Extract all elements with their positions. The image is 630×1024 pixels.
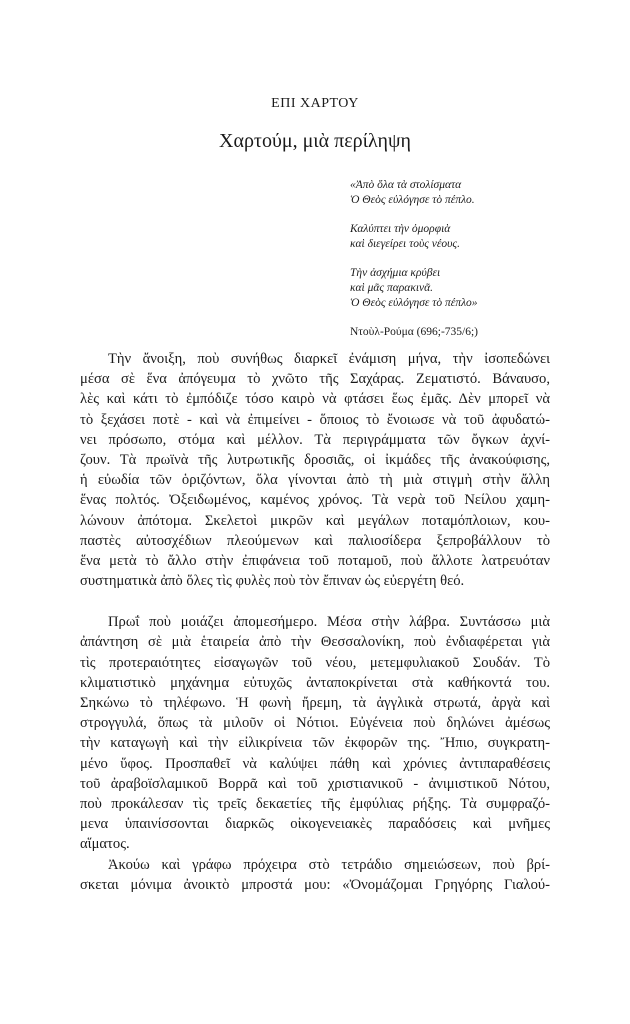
text-line: μένο ὕφος. Προσπαθεῖ νὰ καλύψει πάθη καὶ χρόνιες ἀντιπαραθέσεις bbox=[80, 755, 550, 772]
text-line: τὸ ξεχάσει ποτὲ - καὶ νὰ ἐπιμείνει - ὅποιος τὸ ἔνοιωσε νὰ τοῦ ἀφυδατώ- bbox=[80, 411, 550, 428]
text-line: μέσα σὲ ἕνα ἀπόγευμα τὸ χνῶτο τῆς Σαχάρας. Ζεματιστό. Βάναυσο, bbox=[80, 371, 550, 388]
text-line: ἡ εὐωδία τῶν ὁριζόντων, ὅλα γίνονται ἀπὸ τὴ μιὰ στιγμὴ στὴν ἄλλη bbox=[80, 472, 550, 489]
section-title: ΕΠΙ ΧΑΡΤΟΥ bbox=[271, 96, 359, 111]
epigraph-stanza bbox=[350, 222, 590, 252]
epigraph bbox=[350, 178, 590, 340]
epigraph-line: καὶ μᾶς παρακινᾶ. bbox=[350, 282, 434, 294]
text-line: παστὲς αὐτοσχέδιων πλεούμενων καὶ παλιοσίδερα ξεπροβάλλουν τὸ bbox=[80, 532, 550, 549]
text-line: αἵματος. bbox=[80, 836, 130, 853]
epigraph-line: Τὴν ἀσχήμια κρύβει bbox=[350, 267, 441, 279]
text-line: νει πρόσωπο, στόμα καὶ μέλλον. Τὰ περιγράμματα τῶν ὄγκων ἀχνί- bbox=[80, 431, 550, 448]
epigraph-source: Ντοὺλ-Ρούμα (696;-735/6;) bbox=[350, 326, 479, 338]
paragraph-2 bbox=[80, 612, 550, 854]
epigraph-line: «Ἀπὸ ὅλα τὰ στολίσματα bbox=[350, 179, 462, 191]
epigraph-line: Καλύπτει τὴν ὀμορφιὰ bbox=[350, 223, 451, 235]
text-line: ζουν. Τὰ πρωϊνὰ τῆς λυτρωτικῆς δροσιᾶς, οἱ ἰκμάδες τῆς ἀνακούφισης, bbox=[80, 451, 550, 468]
text-line: Ἀκούω καὶ γράφω πρόχειρα στὸ τετράδιο σημειώσεων, ποὺ βρί- bbox=[108, 856, 550, 873]
article-title: Χαρτούμ, μιὰ περίληψη bbox=[219, 130, 411, 152]
text-line: μενα ὑπαινίσσονται διαρκῶς οἰκογενειακὲς παραδόσεις καὶ μνῆμες bbox=[80, 816, 550, 833]
paragraph-1 bbox=[80, 349, 550, 591]
text-line: σκεται μόνιμα ἀνοικτὸ μπροστά μου: «Ὀνομάζομαι Γρηγόρης Γιαλού- bbox=[80, 876, 550, 893]
text-line: ἕνας πολτός. Ὀξειδωμένος, καμένος χρόνος. Τὰ νερὰ τοῦ Νείλου χαμη- bbox=[80, 492, 550, 509]
paragraph-gap bbox=[80, 591, 550, 612]
text-line: συστηματικὰ ἀπὸ ὅλες τὶς φυλὲς ποὺ τὸν ἔπιναν ὡς εὐεργέτη θεό. bbox=[80, 573, 465, 590]
epigraph-line: καὶ διεγείρει τοὺς νέους. bbox=[350, 238, 460, 250]
text-line: ἀπάντηση σὲ μιὰ ἑταιρεία ἀπὸ τὴν Θεσσαλονίκη, ποὺ ἐνδιαφέρεται γιὰ bbox=[80, 634, 550, 651]
epigraph-line: Ὁ Θεὸς εὐλόγησε τὸ πέπλο» bbox=[350, 297, 478, 309]
epigraph-stanza bbox=[350, 178, 590, 208]
text-line: λὲς καὶ κάτι τὸ ἐμπόδιζε τόσο καιρὸ νὰ φτάσει ἕως ἐμᾶς. Δὲν μπορεῖ νὰ bbox=[80, 391, 550, 408]
text-line: Πρωΐ ποὺ μοιάζει ἀπομεσήμερο. Μέσα στὴν λάβρα. Συντάσσω μιὰ bbox=[108, 614, 550, 631]
text-line: τὶς προτεραιότητες εἰσαγωγῶν τοῦ νέου, μετεμφυλιακοῦ Σουδάν. Τὸ bbox=[80, 654, 550, 671]
text-line: Σηκώνω τὸ τηλέφωνο. Ἡ φωνὴ ἤρεμη, τὰ ἀγγλικὰ στρωτά, ἀργὰ καὶ bbox=[80, 695, 550, 711]
text-line: τὴν καταγωγὴ καὶ τὴν εἰλικρίνεια τῶν ἐκφορῶν της. Ἤπιο, συγκρατη- bbox=[80, 735, 550, 752]
text-line: στρογγυλά, ὅπως τὰ μιλοῦν οἱ Νότιοι. Εὐγένεια ποὺ δηλώνει ἀμέσως bbox=[80, 715, 550, 732]
text-line: κλιματιστικὸ μηχάνημα εὐτυχῶς ἀνταποκρίνεται στὰ καθήκοντά του. bbox=[80, 674, 550, 691]
epigraph-line: Ὁ Θεὸς εὐλόγησε τὸ πέπλο. bbox=[350, 194, 475, 206]
text-line: τοῦ ἀραβοϊσλαμικοῦ Βορρᾶ καὶ τοῦ χριστιανικοῦ - ἀνιμιστικοῦ Νότου, bbox=[80, 775, 550, 792]
paragraph-3 bbox=[80, 855, 550, 895]
body-text bbox=[80, 349, 550, 895]
text-line: ποὺ προκάλεσαν τὶς τρεῖς δεκαετίες τῆς ἐμφύλιας ρήξης. Τὰ συμφραζό- bbox=[80, 795, 550, 812]
text-line: Τὴν ἄνοιξη, ποὺ συνήθως διαρκεῖ ἐνάμιση μήνα, τὴν ἰσοπεδώνει bbox=[108, 351, 550, 367]
text-line: ἕνα μετὰ τὸ ἄλλο στὴν ἐπιφάνεια τοῦ ποταμοῦ, ποὺ ἄλλοτε λατρευόταν bbox=[80, 552, 550, 569]
text-line: λώνουν ἀπότομα. Σκελετοὶ μικρῶν καὶ μεγάλων ποταμόπλοιων, κου- bbox=[80, 512, 550, 529]
epigraph-stanza bbox=[350, 266, 590, 311]
